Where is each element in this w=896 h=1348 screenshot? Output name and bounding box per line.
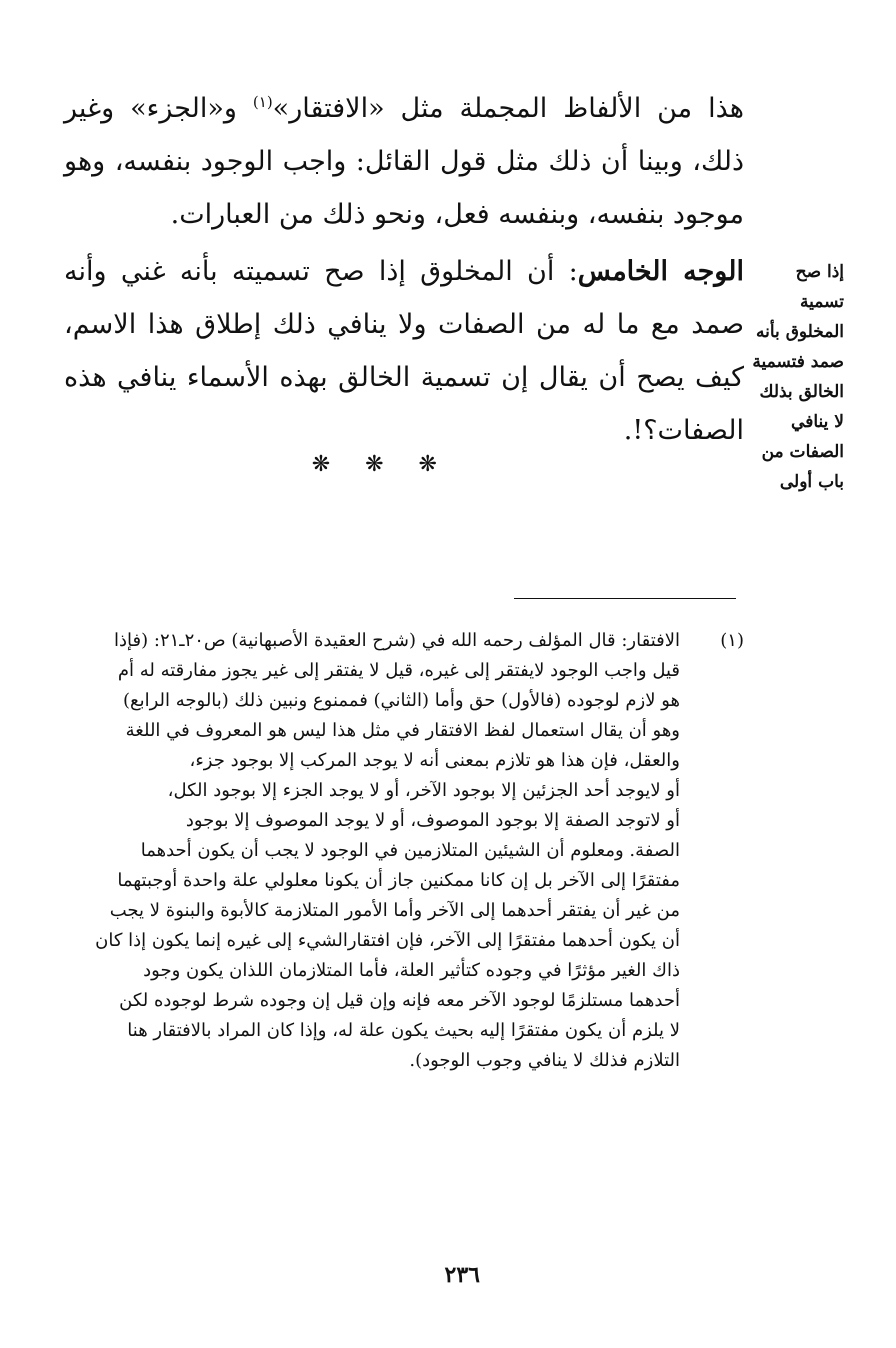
footnote-line: أو لايوجد أحد الجزئين إلا بوجود الآخر، أو لا يوجد الجزء إلا بوجود الكل،: [167, 780, 680, 801]
footnote: [64, 626, 744, 1076]
footnote-line: هو لازم لوجوده (فالأول) حق وأما (الثاني) فممنوع ونبين ذلك (بالوجه الرابع): [122, 690, 680, 711]
footnote-line: الصفة. ومعلوم أن الشيئين المتلازمين في الوجود لا يجب أن يكون أحدهما: [140, 840, 680, 861]
footnote-line: أن يكون أحدهما مفتقرًا إلى الآخر، فإن افتقارالشيء إلى غيره إنما يكون إذا كان: [95, 930, 680, 951]
footnote-line: لا يلزم أن يكون مفتقرًا إليه بحيث يكون علة له، وإذا كان المراد بالافتقار هنا: [127, 1020, 680, 1041]
footnote-line: أو لاتوجد الصفة إلا بوجود الموصوف، أو لا يوجد الموصوف إلا بوجود: [185, 810, 680, 831]
paragraph-2-text: : أن المخلوق إذا صح تسميته بأنه غني وأنه صمد مع ما له من الصفات ولا ينافي ذلك إطلاق هذا الاسم، كيف يصح أن يقال إن تسمية الخالق بهذه الأسماء ينافي هذه الصفات؟!.: [64, 256, 744, 446]
main-text: [64, 82, 744, 457]
paragraph-1-start: هذا من الألفاظ المجملة مثل «الافتقار»: [272, 93, 744, 124]
footnote-line: أحدهما مستلزمًا لوجود الآخر معه فإنه وإن قيل إن وجوده شرط لوجوده لكن: [119, 990, 680, 1011]
footnote-line: الافتقار: قال المؤلف رحمه الله في (شرح العقيدة الأصبهانية) ص٢٠ـ٢١: (فإذا: [114, 630, 680, 651]
footnote-line: من غير أن يفتقر أحدهما إلى الآخر وأما الأمور المتلازمة كالأبوة والبنوة لا يجب: [109, 900, 680, 921]
footnote-line: ذاك الغير مؤثرًا في وجوده كتأثير العلة، فأما المتلازمان اللذان يكون وجود: [143, 960, 680, 981]
marginal-note-line: باب أولى: [779, 472, 844, 492]
section-separator: ❋ ❋ ❋: [311, 452, 451, 477]
marginal-note-line: لا ينافي: [791, 412, 844, 432]
marginal-note-line: الصفات من: [761, 442, 844, 462]
footnote-line: قيل واجب الوجود لايفتقر إلى غيره، قيل لا يفتقر إلى غير يجوز مفارقته له أم: [117, 660, 680, 681]
marginal-note-line: المخلوق بأنه: [756, 322, 844, 342]
footnote-divider: [514, 598, 736, 599]
footnote-line: والعقل، فإن هذا هو تلازم بمعنى أنه لا يوجد المركب إلا بوجود جزء،: [189, 750, 680, 771]
footnote-line: وهو أن يقال استعمال لفظ الافتقار في مثل هذا ليس هو المعروف في اللغة: [125, 720, 680, 741]
paragraph-2: [64, 245, 744, 457]
paragraph-1-end: و«الجزء» وغير ذلك، وبينا أن ذلك مثل قول القائل: واجب الوجود بنفسه، وهو موجود بنفسه، وبنفسه فعل، ونحو ذلك من العبارات.: [64, 93, 744, 230]
page-number: ٢٣٦: [444, 1262, 480, 1288]
marginal-note: [750, 257, 844, 497]
footnote-number: (١): [720, 630, 744, 651]
paragraph-2-heading: الوجه الخامس: [577, 256, 744, 287]
marginal-note-line: تسمية: [800, 292, 844, 312]
marginal-note-line: الخالق بذلك: [759, 382, 844, 402]
footnote-line: مفتقرًا إلى الآخر بل إن كانا ممكنين جاز أن يكونا معلولي علة واحدة أوجبتهما: [117, 870, 680, 891]
marginal-note-line: صمد فتسمية: [752, 352, 844, 372]
footnote-line: التلازم فذلك لا ينافي وجوب الوجود).: [409, 1050, 680, 1071]
footnote-body: [64, 626, 680, 1076]
footnote-reference[interactable]: (١): [252, 93, 273, 111]
paragraph-1: [64, 82, 744, 241]
marginal-note-line: إذا صح: [795, 262, 844, 282]
